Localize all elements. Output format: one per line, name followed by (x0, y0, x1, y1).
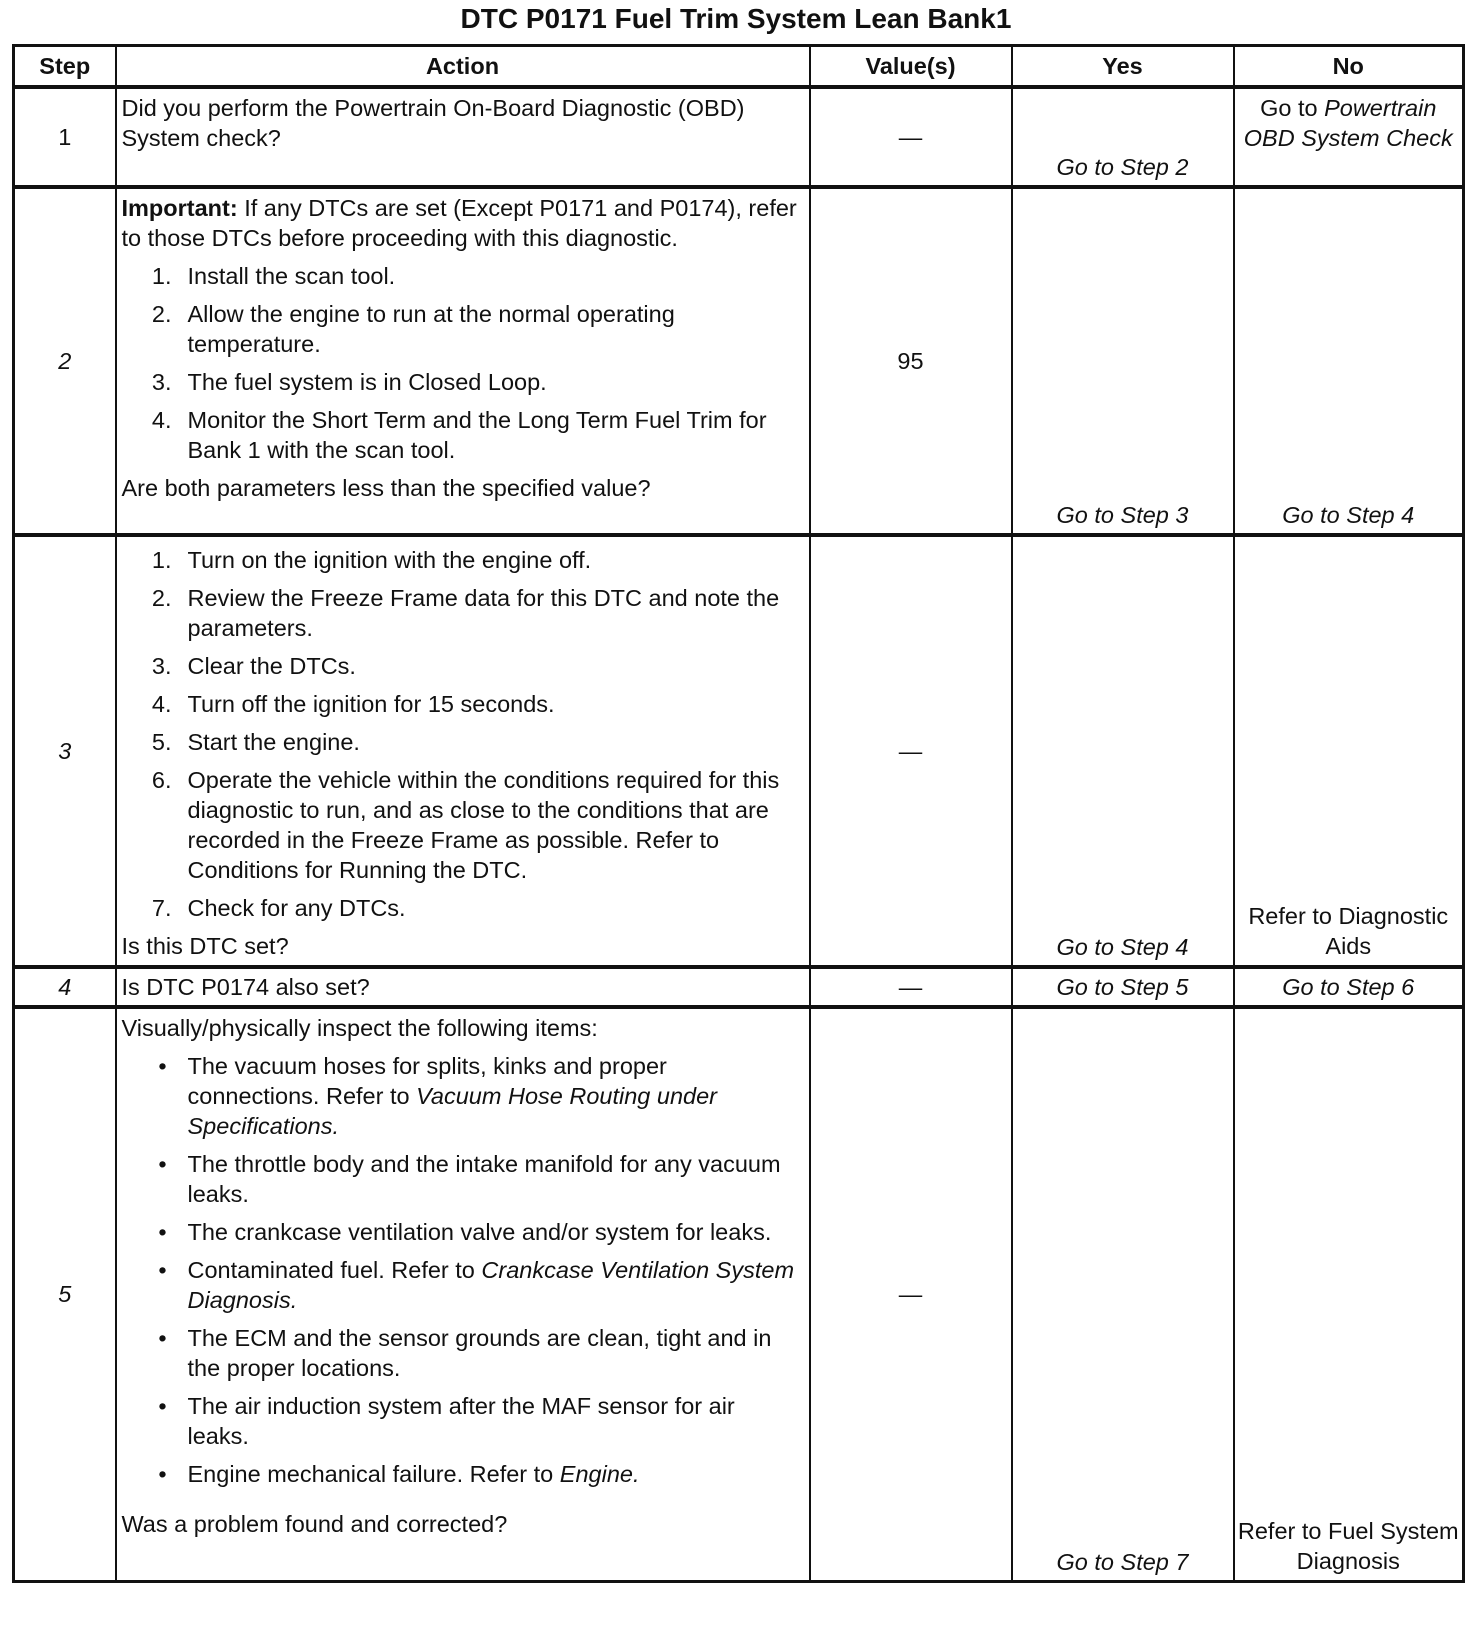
value-cell (810, 187, 1012, 535)
item-number: 3. (151, 369, 172, 395)
item-text: Turn off the ignition for 15 seconds. (187, 691, 555, 717)
item-reference[interactable]: Crankcase Ventilation System Diagnosis. (187, 1257, 795, 1313)
item-number: 2. (151, 301, 172, 327)
value-cell (810, 967, 1012, 1007)
item-text: Operate the vehicle within the conditions required for this diagnostic to run, and as close to the conditions that are recorded in the Freeze Frame as possible. Refer to Conditions for Running the DTC. (187, 767, 780, 883)
list-item (122, 1323, 801, 1383)
item-text: Clear the DTCs. (187, 653, 356, 679)
table-row-step-1 (14, 87, 1464, 187)
no-link[interactable]: Refer to Fuel System Diagnosis (1237, 1517, 1459, 1574)
step-number: 1 (14, 87, 116, 187)
value-dash: — (898, 123, 923, 150)
bullet: • (158, 1053, 167, 1079)
item-reference[interactable]: Engine. (559, 1461, 640, 1487)
bullet: • (158, 1461, 167, 1487)
question-text: Is this DTC set? (121, 933, 289, 959)
value-dash: — (898, 737, 923, 764)
header-step: Step (14, 46, 116, 88)
header-yes: Yes (1012, 46, 1234, 88)
step-number: 4 (14, 967, 116, 1007)
list-item (122, 765, 801, 885)
page-title: DTC P0171 Fuel Trim System Lean Bank1 (460, 3, 1012, 34)
action-cell (116, 87, 810, 187)
no-cell (1234, 187, 1464, 535)
yes-link[interactable]: Go to Step 5 (1056, 973, 1189, 1000)
action-cell (116, 535, 810, 967)
important-label: Important: (121, 195, 238, 221)
item-text: The throttle body and the intake manifold for any vacuum leaks. (187, 1151, 781, 1207)
list-item (122, 689, 801, 719)
question-text: Did you perform the Powertrain On-Board Diagnostic (OBD) System check? (121, 95, 745, 151)
no-link[interactable]: Go to Step 4 (1282, 502, 1415, 528)
action-cell (116, 187, 810, 535)
table-row-step-5 (14, 1007, 1464, 1581)
list-item (122, 651, 801, 681)
value-text: 95 (897, 347, 924, 374)
item-number: 2. (151, 585, 172, 611)
question-text: Are both parameters less than the specified value? (121, 475, 651, 501)
item-text: Start the engine. (187, 729, 360, 755)
list-item (122, 1459, 801, 1489)
bullet: • (158, 1257, 167, 1283)
no-link[interactable]: Go to Step 6 (1282, 973, 1415, 1000)
value-dash: — (898, 973, 923, 1000)
no-cell (1234, 967, 1464, 1007)
item-text: Allow the engine to run at the normal operating temperature. (187, 301, 675, 357)
diagnostic-table (12, 44, 1465, 1583)
item-text: The vacuum hoses for splits, kinks and proper connections. Refer to (187, 1053, 667, 1109)
step-number: 3 (14, 535, 116, 967)
table-row-step-2 (14, 187, 1464, 535)
action-cell (116, 967, 810, 1007)
item-text: Turn on the ignition with the engine off. (187, 547, 592, 573)
item-number: 1. (151, 263, 172, 289)
item-text: Contaminated fuel. Refer to (187, 1257, 475, 1283)
value-cell (810, 1007, 1012, 1581)
item-text: Monitor the Short Term and the Long Term Fuel Trim for Bank 1 with the scan tool. (187, 407, 767, 463)
no-link[interactable]: Refer to Diagnostic Aids (1248, 903, 1449, 959)
important-note (122, 193, 801, 253)
item-text: Review the Freeze Frame data for this DTC and note the parameters. (187, 585, 780, 641)
step-number: 5 (14, 1007, 116, 1581)
no-link[interactable]: Powertrain OBD System Check (1243, 95, 1453, 151)
list-item (122, 545, 801, 575)
yes-link[interactable]: Go to Step 4 (1056, 934, 1189, 960)
value-dash: — (898, 1280, 923, 1307)
bullet: • (158, 1393, 167, 1419)
inspect-intro: Visually/physically inspect the following items: (121, 1015, 598, 1041)
item-number: 3. (151, 653, 172, 679)
yes-link[interactable]: Go to Step 7 (1056, 1548, 1189, 1575)
item-text: The crankcase ventilation valve and/or system for leaks. (187, 1219, 772, 1245)
procedure-list (122, 545, 801, 923)
item-text: The air induction system after the MAF sensor for air leaks. (187, 1393, 735, 1449)
procedure-list (122, 261, 801, 465)
item-text: Engine mechanical failure. Refer to (187, 1461, 554, 1487)
list-item (122, 1051, 801, 1141)
bullet: • (158, 1151, 167, 1177)
list-item (122, 367, 801, 397)
bullet: • (158, 1325, 167, 1351)
yes-cell (1012, 87, 1234, 187)
list-item (122, 893, 801, 923)
action-cell (116, 1007, 810, 1581)
item-number: 7. (151, 895, 172, 921)
item-text: The fuel system is in Closed Loop. (187, 369, 547, 395)
value-cell (810, 535, 1012, 967)
table-row-step-4 (14, 967, 1464, 1007)
yes-link[interactable]: Go to Step 2 (1056, 154, 1189, 180)
step-number: 2 (14, 187, 116, 535)
header-no: No (1234, 46, 1464, 88)
bullet: • (158, 1219, 167, 1245)
yes-link[interactable]: Go to Step 3 (1056, 502, 1189, 528)
list-item (122, 1255, 801, 1315)
yes-cell (1012, 1007, 1234, 1581)
no-cell (1234, 535, 1464, 967)
yes-cell (1012, 967, 1234, 1007)
item-text: Check for any DTCs. (187, 895, 406, 921)
important-text: If any DTCs are set (Except P0171 and P0174), refer to those DTCs before proceeding with this diagnostic. (121, 195, 797, 251)
item-reference[interactable]: Vacuum Hose Routing under Specifications. (187, 1083, 717, 1139)
question-text: Was a problem found and corrected? (121, 1511, 508, 1537)
table-header-row (14, 46, 1464, 88)
item-text: The ECM and the sensor grounds are clean, tight and in the proper locations. (187, 1325, 772, 1381)
header-action: Action (116, 46, 810, 88)
list-item (122, 583, 801, 643)
list-item (122, 261, 801, 291)
question-text: Is DTC P0174 also set? (121, 974, 370, 1000)
header-values: Value(s) (810, 46, 1012, 88)
no-cell (1234, 87, 1464, 187)
value-cell (810, 87, 1012, 187)
item-text: Install the scan tool. (187, 263, 396, 289)
item-number: 5. (151, 729, 172, 755)
no-prefix: Go to (1260, 95, 1318, 121)
list-item (122, 1149, 801, 1209)
no-cell (1234, 1007, 1464, 1581)
item-number: 4. (151, 691, 172, 717)
inspection-list (122, 1051, 801, 1489)
item-number: 4. (151, 407, 172, 433)
table-row-step-3 (14, 535, 1464, 967)
list-item (122, 405, 801, 465)
item-number: 6. (151, 767, 172, 793)
yes-cell (1012, 535, 1234, 967)
yes-cell (1012, 187, 1234, 535)
list-item (122, 1217, 801, 1247)
list-item (122, 727, 801, 757)
list-item (122, 1391, 801, 1451)
list-item (122, 299, 801, 359)
item-number: 1. (151, 547, 172, 573)
